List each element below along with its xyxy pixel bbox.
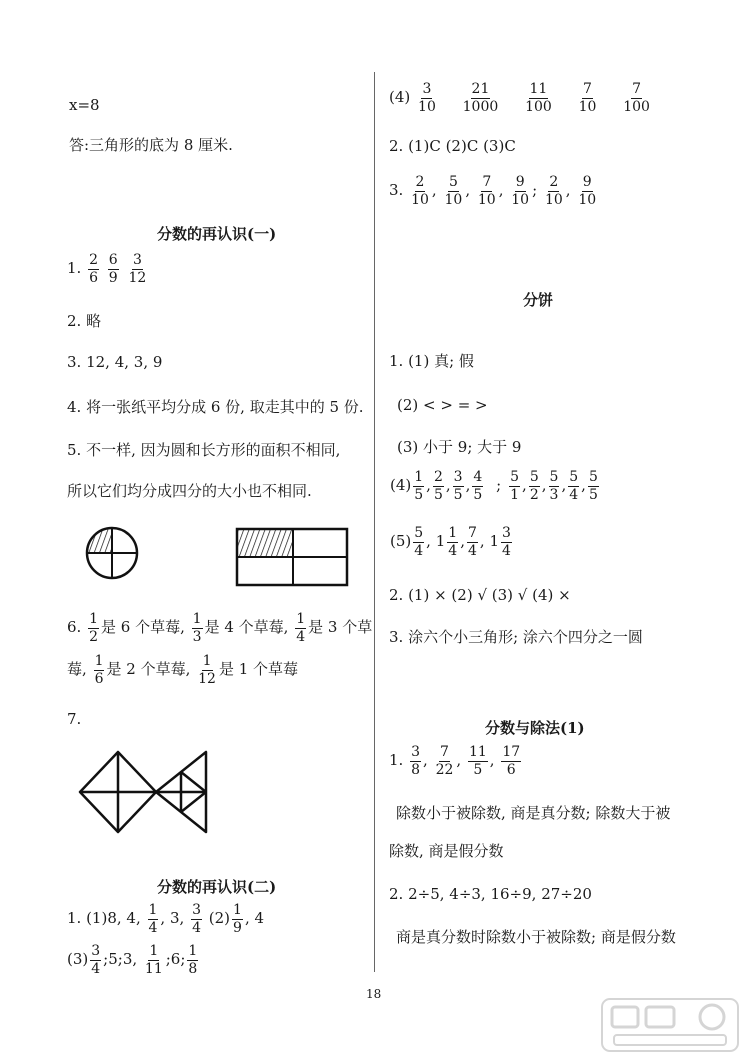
fraction: $\frac{11}{100}$	[525, 81, 552, 115]
section-title-fraction-division: 分数与除法(1)	[485, 719, 585, 737]
q5-answer-line2: 所以它们均分成四分的大小也不相同.	[67, 482, 312, 500]
q1-fractions	[67, 253, 149, 285]
rectangle-quarters-figure	[234, 526, 350, 588]
fraction: $\frac{1}{5}$	[414, 469, 424, 503]
fraction: $\frac{5}{5}$	[588, 469, 598, 503]
answer-line-triangle: 答:三角形的底为 8 厘米.	[69, 136, 233, 154]
fraction: $\frac{9}{10}$	[578, 174, 597, 208]
answer-line-x: x=8	[69, 96, 100, 114]
fraction: $\frac{2}{10}$	[411, 174, 429, 208]
q4-answer: 4. 将一张纸平均分成 6 份, 取走其中的 5 份.	[67, 398, 364, 416]
fraction: $\frac{21}{1000}$	[462, 81, 499, 115]
div-line-3: 除数, 商是假分数	[389, 842, 504, 860]
div-q2-expressions: 2. 2÷5, 4÷3, 16÷9, 27÷20	[389, 885, 592, 903]
section-title-divide-pie: 分饼	[523, 291, 554, 309]
fraction: $\frac{7}{10}$	[578, 81, 597, 115]
fraction: $\frac{5}{4}$	[414, 525, 424, 559]
fraction: $\frac{5}{10}$	[444, 174, 463, 208]
q1-number: 1.	[67, 259, 82, 278]
pie-q1-3: (3) 小于 9; 大于 9	[397, 438, 522, 456]
fraction: $\frac{2}{5}$	[433, 469, 443, 503]
s2-q1-line1: 1. (1)8, 4, $\frac{1}{4}$ , 3, $\frac{3}{4}$ (2) $\frac{1}{9}$ , 4	[67, 902, 265, 936]
fraction: $\frac{3}{10}$	[418, 81, 436, 115]
q6-line2: 莓, $\frac{1}{6}$ 是 2 个草莓, $\frac{1}{12}$ 是 1 个草莓	[67, 653, 299, 687]
fraction: $\frac{5}{4}$	[569, 469, 579, 503]
fraction: $\frac{1}{8}$	[188, 943, 198, 977]
q3-answer: 3. 12, 4, 3, 9	[67, 353, 163, 371]
fraction: $\frac{2}{10}$	[544, 174, 563, 208]
div-q1-fractions: 1. $\frac{3}{8}$ , $\frac{7}{22}$ , $\frac{11}{5}$ , $\frac{17}{6}$	[389, 744, 521, 778]
pie-q1-5: (5) $\frac{5}{4}$ , 1 $\frac{1}{4}$ , $\frac{7}{4}$ , 1 $\frac{3}{4}$	[390, 525, 511, 559]
fraction: $\frac{1}{6}$	[94, 653, 104, 687]
fraction: $\frac{3}{8}$	[411, 744, 421, 778]
s2-q1-line2: (3) $\frac{3}{4}$ ;5;3, $\frac{1}{11}$ ;6; $\frac{1}{8}$	[67, 943, 198, 977]
fraction: $\frac{1}{4}$	[148, 902, 158, 936]
fraction: $\frac{1}{11}$	[144, 943, 163, 977]
fraction: $\frac{3}{4}$	[91, 943, 101, 977]
fraction: $\frac{3}{5}$	[453, 469, 463, 503]
fraction: $\frac{9}{10}$	[511, 174, 530, 208]
fraction: $\frac{3}{4}$	[192, 902, 201, 936]
section-title-fraction-2: 分数的再认识(二)	[157, 878, 277, 896]
fraction: $\frac{4}{5}$	[473, 469, 483, 503]
fraction: $\frac{7}{4}$	[467, 525, 477, 559]
q2-answer: 2. 略	[67, 312, 102, 330]
fraction: $\frac{5}{2}$	[529, 469, 539, 503]
fraction: $\frac{5}{1}$	[510, 469, 520, 503]
fraction: $\frac{1}{4}$	[296, 611, 306, 645]
div-line-2: 除数小于被除数, 商是真分数; 除数大于被	[396, 804, 671, 822]
fraction: $\frac{1}{2}$	[89, 611, 99, 645]
fraction: $\frac{6}{9}$	[108, 252, 118, 286]
fraction: $\frac{1}{9}$	[233, 902, 242, 936]
fraction: $\frac{7}{10}$	[477, 174, 496, 208]
div-line-5: 商是真分数时除数小于被除数; 商是假分数	[396, 928, 676, 946]
r-q3-fractions: 3. $\frac{2}{10}$ , $\frac{5}{10}$ , $\frac{7}{10}$ , $\frac{9}{10}$ ; $\frac{2}{10}$ , $\frac{9}{10}$	[389, 174, 597, 208]
pie-q1-1: 1. (1) 真; 假	[389, 352, 474, 370]
pie-q2-judgement: 2. (1) × (2) √ (3) √ (4) ×	[389, 586, 571, 604]
fraction: $\frac{1}{3}$	[192, 611, 202, 645]
fraction: $\frac{17}{6}$	[502, 744, 521, 778]
fraction: $\frac{1}{4}$	[448, 525, 458, 559]
bowtie-triangles-figure	[74, 744, 212, 842]
q7-number: 7.	[67, 710, 82, 728]
r-q2-choices: 2. (1)C (2)C (3)C	[389, 137, 516, 155]
fraction: $\frac{3}{4}$	[501, 525, 511, 559]
fraction: $\frac{7}{22}$	[435, 744, 454, 778]
pie-q1-2: (2) < > = >	[397, 396, 488, 414]
fraction: $\frac{3}{12}$	[128, 252, 147, 286]
watermark-logo	[600, 995, 740, 1055]
section-title-fraction-1: 分数的再认识(一)	[157, 225, 277, 243]
fraction: $\frac{7}{100}$	[623, 81, 650, 115]
fraction: $\frac{11}{5}$	[468, 744, 487, 778]
fraction: $\frac{5}{3}$	[549, 469, 559, 503]
r-q4-fractions: (4) $\frac{3}{10}$ $\frac{21}{1000}$ $\frac{11}{100}$ $\frac{7}{10}$ $\frac{7}{100}$	[389, 81, 650, 115]
q5-answer-line1: 5. 不一样, 因为圆和长方形的面积不相同,	[67, 441, 341, 459]
circle-quarters-figure	[78, 523, 146, 583]
q6-line1: 6. $\frac{1}{2}$ 是 6 个草莓, $\frac{1}{3}$ 是 4 个草莓, $\frac{1}{4}$ 是 3 个草	[67, 611, 373, 645]
fraction: $\frac{2}{6}$	[89, 252, 99, 286]
fraction: $\frac{1}{12}$	[198, 653, 216, 687]
pie-q1-4: (4) $\frac{1}{5}$ , $\frac{2}{5}$ , $\frac{3}{5}$ , $\frac{4}{5}$ ; $\frac{5}{1}$ , $\frac{5}{2}$ , $\frac{5}{3}$ , $\frac{5}{4}$ , $\frac{5}{5}$	[390, 469, 598, 503]
page-number: 18	[366, 987, 382, 1001]
pie-q3-coloring: 3. 涂六个小三角形; 涂六个四分之一圆	[389, 628, 643, 646]
column-divider	[374, 72, 375, 972]
